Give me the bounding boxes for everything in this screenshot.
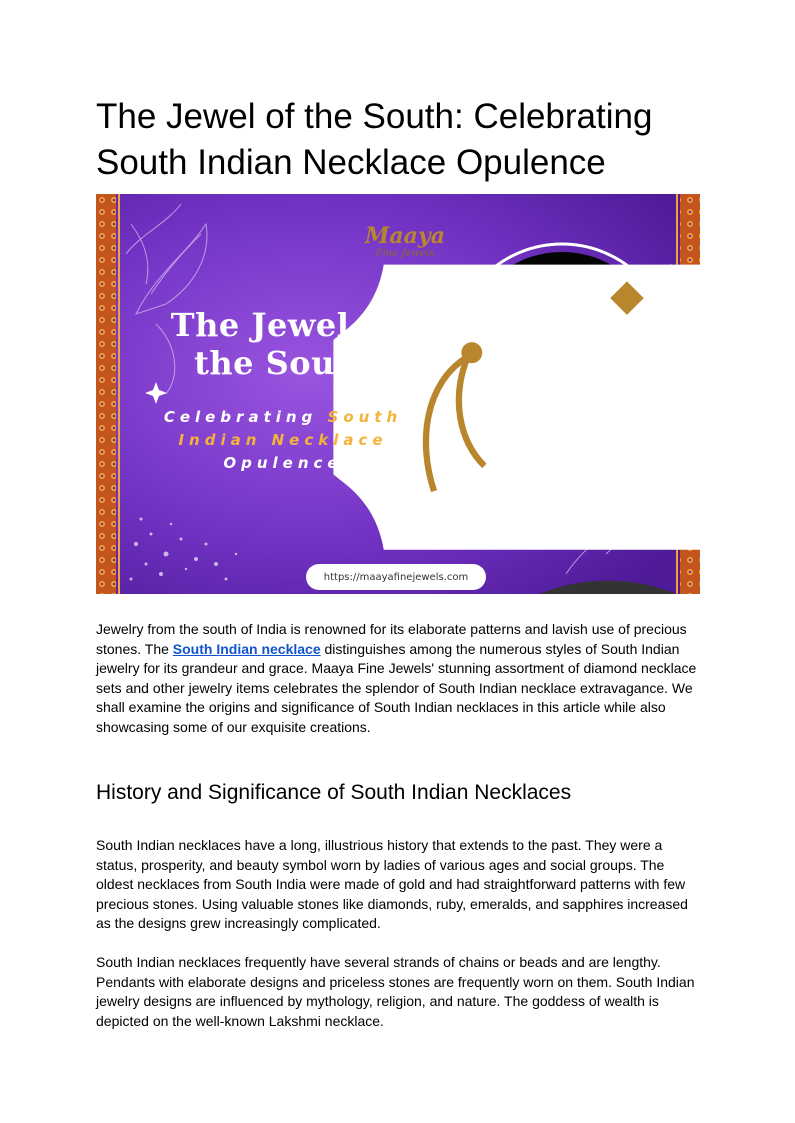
banner-heading-line1: The Jewel of — [170, 306, 398, 344]
banner-sub-part4: Opulence — [223, 454, 343, 472]
banner-sub-part2: South — [327, 408, 403, 426]
south-indian-necklace-link[interactable]: South Indian necklace — [172, 640, 321, 657]
left-border-pattern — [96, 194, 116, 594]
history-paragraph-2: South Indian necklaces frequently have several strands of chains or beads and are lengthy. Pendants with elaborate designs and priceless stones are frequently worn on them. South Indian jewelry designs are influenced by mythology, religion, and nature. The goddess of wealth is depicted on the well-known Lakshmi necklace. — [96, 954, 695, 1029]
banner-heading — [146, 306, 422, 382]
logo-subtitle: Fine Jewels — [375, 248, 435, 259]
maaya-logo — [325, 203, 469, 281]
intro-text-before-link: Jewelry from the south of India is renowned for its elaborate patterns and lavish use of precious stones. The — [96, 621, 687, 657]
logo-name: Maaya — [365, 223, 445, 249]
website-url: https://maayafinejewels.com — [323, 571, 469, 583]
history-paragraph-1: South Indian necklaces have a long, illustrious history that extends to the past. They were a status, prosperity, and beauty symbol worn by ladies of various ages and social groups. The oldest necklaces from South India were made of gold and had straightforward patterns with few precious stones. Using valuable stones like diamonds, ruby, emeralds, and sapphires increased as the designs grew increasingly complicated. — [96, 837, 688, 931]
page-title: The Jewel of the South: Celebrating South Indian Necklace Opulence — [96, 97, 653, 182]
intro-text-after-link: distinguishes among the numerous styles of South Indian jewelry for its grandeur and grace. Maaya Fine Jewels' stunning assortment of diamond necklace sets and other jewelry items celebrates the splendor of South Indian necklace extravagance. We shall examine the origins and significance of South Indian necklaces in this article while also showcasing some of our exquisite creations. — [96, 640, 697, 735]
website-url-badge — [306, 564, 486, 590]
history-heading: History and Significance of South Indian Necklaces — [96, 781, 572, 804]
hero-banner-image — [96, 194, 700, 594]
banner-subheading — [148, 406, 418, 475]
intro-paragraph — [96, 620, 702, 737]
banner-sub-part3: Indian Necklace — [178, 431, 388, 449]
logo-badge-shape — [325, 203, 700, 594]
globe-icon — [306, 564, 700, 594]
banner-heading-line2: the South — [194, 344, 374, 382]
banner-sub-part1: Celebrating — [163, 408, 328, 426]
